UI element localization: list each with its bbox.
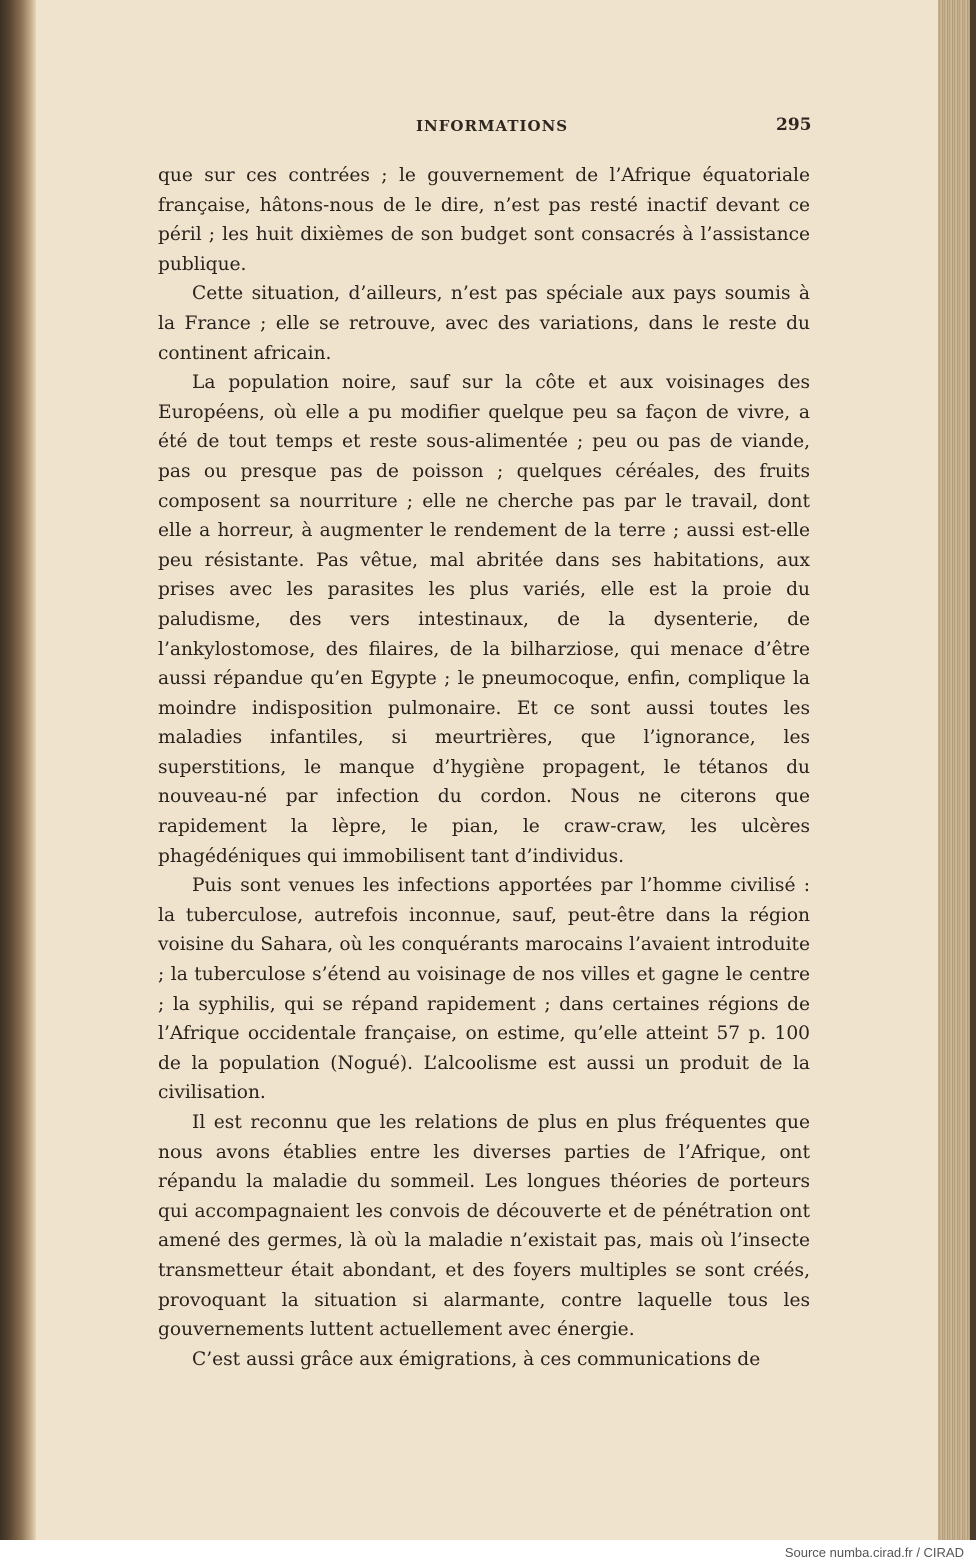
page-number: 295: [776, 115, 812, 135]
paragraph: Cette situation, d’ailleurs, n’est pas spéciale aux pays soumis à la France ; elle se retrouve, avec des variations, dans le reste du continent africain.: [158, 283, 810, 364]
paragraph: que sur ces contrées ; le gouvernement de l’Afrique équatoriale française, hâtons-nous de le dire, n’est pas resté inactif devant ce péril ; les huit dixièmes de son budget sont consacrés à l’assistance publique.: [158, 165, 810, 275]
paragraph: Il est reconnu que les relations de plus en plus fréquentes que nous avons établies entre les diverses parties de l’Afrique, ont répandu la maladie du sommeil. Les longues théories de porteurs qui accompagnaient les convois de découverte et de pénétration ont amené des germes, là où la maladie n’existait pas, mais où l’insecte transmetteur était abondant, et des foyers multiples se sont créés, provoquant la situation si alarmante, contre laquelle tous les gouvernements luttent actuellement avec énergie.: [158, 1112, 810, 1341]
page-edges: [938, 0, 976, 1540]
paragraph: Puis sont venues les infections apportées par l’homme civilisé : la tuberculose, autrefois inconnue, sauf, peut-être dans la région voisine du Sahara, où les conquérants marocains l’avaient introduite ; la tuberculose s’étend au voisinage de nos villes et gagne le centre ; la syphilis, qui se répand rapidement ; dans certaines régions de l’Afrique occidentale française, on estime, qu’elle atteint 57 p. 100 de la population (Nogué). L’alcoolisme est aussi un produit de la civilisation.: [158, 875, 810, 1104]
body-text: [158, 161, 810, 1374]
paragraph: C’est aussi grâce aux émigrations, à ces communications de: [192, 1348, 761, 1370]
paragraph: La population noire, sauf sur la côte et aux voisinages des Européens, où elle a pu modifier quelque peu sa façon de vivre, a été de tout temps et reste sous-alimentée ; peu ou pas de viande, pas ou presque pas de poisson ; quelques céréales, des fruits composent sa nourriture ; elle ne cherche pas par le travail, dont elle a horreur, à augmenter le rendement de la terre ; aussi est-elle peu résistante. Pas vêtue, mal abritée dans ses habitations, aux prises avec les parasites les plus variés, elle est la proie du paludisme, des vers intestinaux, de la dysenterie, de l’ankylostomose, des filaires, de la bilharziose, qui menace d’être aussi répandue qu’en Egypte ; le pneumocoque, enfin, complique la moindre indisposition pulmonaire. Et ce sont aussi toutes les maladies infantiles, si meurtrières, que l’ignorance, les superstitions, le manque d’hygiène propagent, le tétanos du nouveau-né par infection du cordon. Nous ne citerons que rapidement la lèpre, le pian, le craw-craw, les ulcères phagédéniques qui immobilisent tant d’individus.: [158, 372, 810, 867]
book-gutter: [0, 0, 36, 1540]
source-credit-link[interactable]: Source numba.cirad.fr / CIRAD: [784, 1545, 964, 1560]
book-page: [36, 0, 938, 1540]
running-head: INFORMATIONS: [416, 117, 569, 135]
